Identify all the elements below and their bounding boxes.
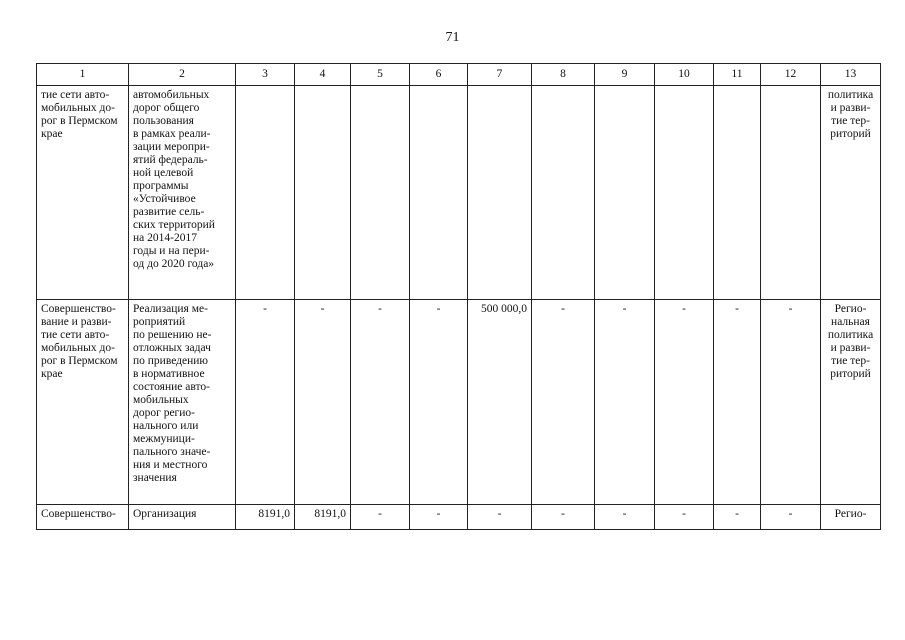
value-cell: - <box>714 300 761 505</box>
value-cell <box>532 86 595 300</box>
col-header-5: 5 <box>351 64 410 86</box>
responsible-cell: Регио- нальная политика и разви- тие тер- риторий <box>821 300 881 505</box>
measure-cell: Реализация ме- роприятий по решению не- отложных задач по приведению в нормативное состояние авто- мобильных дорог регио- нального или межмуници- пального значе- ния и местного значения <box>129 300 236 505</box>
responsible-cell: политика и разви- тие тер- риторий <box>821 86 881 300</box>
value-cell: - <box>595 505 655 530</box>
value-cell <box>761 86 821 300</box>
value-cell: - <box>410 300 468 505</box>
col-header-3: 3 <box>236 64 295 86</box>
value-cell <box>295 86 351 300</box>
program-name-cell: тие сети авто- мобильных до- рог в Пермском крае <box>37 86 129 300</box>
value-cell <box>595 86 655 300</box>
value-cell <box>351 86 410 300</box>
value-cell <box>655 86 714 300</box>
value-cell: 8191,0 <box>295 505 351 530</box>
value-cell: - <box>714 505 761 530</box>
col-header-6: 6 <box>410 64 468 86</box>
page-number: 71 <box>445 30 460 45</box>
value-cell <box>410 86 468 300</box>
col-header-1: 1 <box>37 64 129 86</box>
col-header-13: 13 <box>821 64 881 86</box>
value-cell: - <box>595 300 655 505</box>
value-cell: 500 000,0 <box>468 300 532 505</box>
col-header-4: 4 <box>295 64 351 86</box>
measure-cell: Организация <box>129 505 236 530</box>
value-cell: - <box>468 505 532 530</box>
value-cell: - <box>532 300 595 505</box>
col-header-2: 2 <box>129 64 236 86</box>
value-cell: 8191,0 <box>236 505 295 530</box>
value-cell: - <box>655 505 714 530</box>
program-table <box>36 63 881 530</box>
col-header-10: 10 <box>655 64 714 86</box>
value-cell: - <box>410 505 468 530</box>
value-cell: - <box>295 300 351 505</box>
value-cell: - <box>655 300 714 505</box>
program-name-cell: Совершенство- <box>37 505 129 530</box>
value-cell: - <box>351 505 410 530</box>
program-name-cell: Совершенство- вание и разви- тие сети авто- мобильных до- рог в Пермском крае <box>37 300 129 505</box>
value-cell <box>468 86 532 300</box>
table-row <box>37 300 881 505</box>
col-header-11: 11 <box>714 64 761 86</box>
header-row <box>37 64 881 86</box>
col-header-12: 12 <box>761 64 821 86</box>
col-header-7: 7 <box>468 64 532 86</box>
value-cell: - <box>532 505 595 530</box>
value-cell <box>236 86 295 300</box>
value-cell: - <box>236 300 295 505</box>
table-row <box>37 86 881 300</box>
measure-cell: автомобильных дорог общего пользования в рамках реали- зации меропри- ятий федераль- ной целевой программы «Устойчивое развитие сель- ских территорий на 2014-2017 годы и на пери- од до 2020 года» <box>129 86 236 300</box>
table-row <box>37 505 881 530</box>
value-cell <box>714 86 761 300</box>
value-cell: - <box>761 300 821 505</box>
responsible-cell: Регио- <box>821 505 881 530</box>
value-cell: - <box>351 300 410 505</box>
col-header-8: 8 <box>532 64 595 86</box>
value-cell: - <box>761 505 821 530</box>
col-header-9: 9 <box>595 64 655 86</box>
